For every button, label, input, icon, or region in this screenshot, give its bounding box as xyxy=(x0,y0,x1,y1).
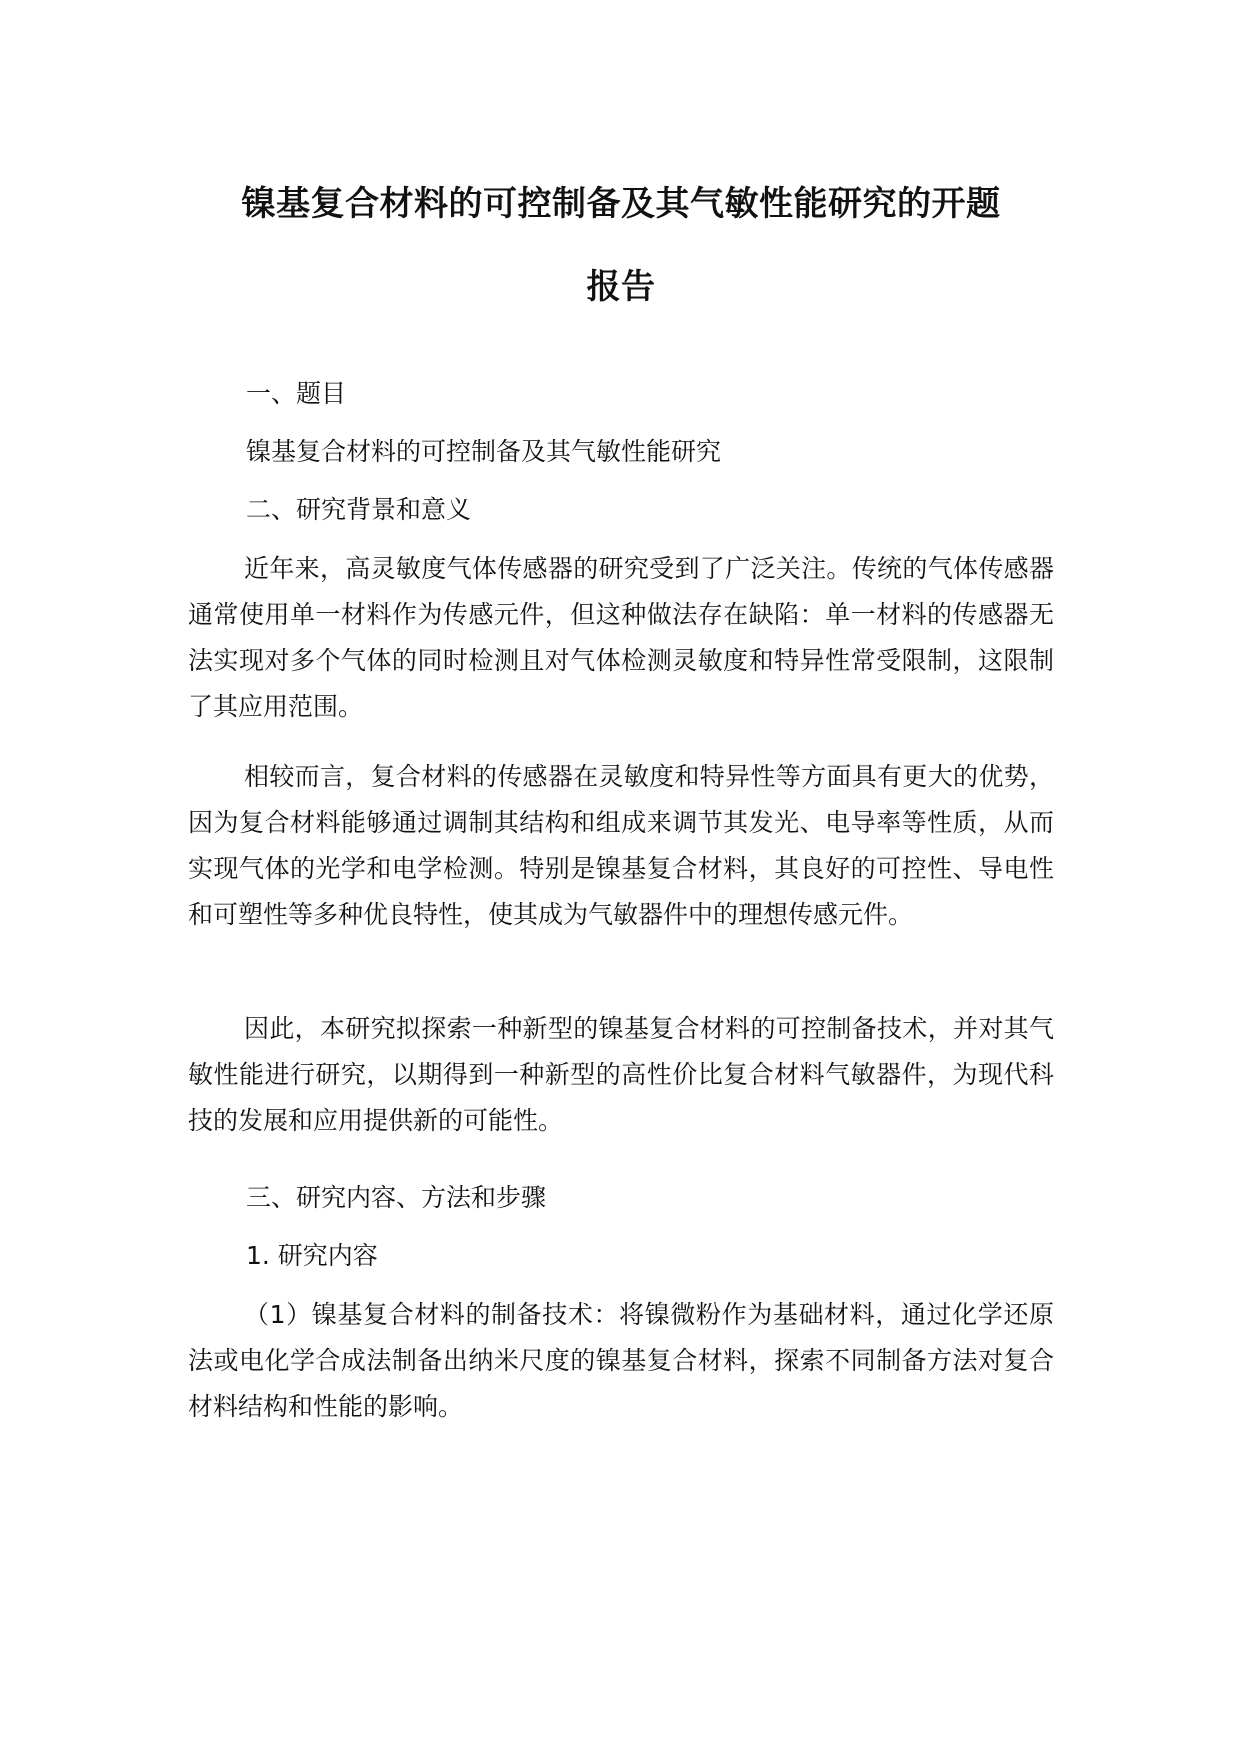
paragraph-background-1: 近年来，高灵敏度气体传感器的研究受到了广泛关注。传统的气体传感器通常使用单一材料作为传感元件，但这种做法存在缺陷：单一材料的传感器无法实现对多个气体的同时检测且对气体检测灵敏度和特异性常受限制，这限制了其应用范围。 xyxy=(188,554,1054,721)
section-heading-topic: 一、题目 xyxy=(246,379,347,408)
document-title-line1: 镍基复合材料的可控制备及其气敏性能研究的开题 xyxy=(241,184,1001,224)
paragraph-background-2: 相较而言，复合材料的传感器在灵敏度和特异性等方面具有更大的优势，因为复合材料能够通过调制其结构和组成来调节其发光、电导率等性质，从而实现气体的光学和电学检测。特别是镍基复合材料，其良好的可控性、导电性和可塑性等多种优良特性，使其成为气敏器件中的理想传感元件。 xyxy=(188,762,1054,929)
section-heading-background: 二、研究背景和意义 xyxy=(246,495,472,524)
paragraph-research-content-1: （1）镍基复合材料的制备技术：将镍微粉作为基础材料，通过化学还原法或电化学合成法制备出纳米尺度的镍基复合材料，探索不同制备方法对复合材料结构和性能的影响。 xyxy=(188,1300,1054,1421)
paragraph-background-3: 因此，本研究拟探索一种新型的镍基复合材料的可控制备技术，并对其气敏性能进行研究，以期得到一种新型的高性价比复合材料气敏器件，为现代科技的发展和应用提供新的可能性。 xyxy=(188,1014,1054,1135)
section-heading-content-methods: 三、研究内容、方法和步骤 xyxy=(246,1183,547,1212)
subsection-heading-research-content: 1. 研究内容 xyxy=(246,1241,378,1270)
topic-text: 镍基复合材料的可控制备及其气敏性能研究 xyxy=(246,437,722,466)
document-title-line2: 报告 xyxy=(586,267,656,307)
